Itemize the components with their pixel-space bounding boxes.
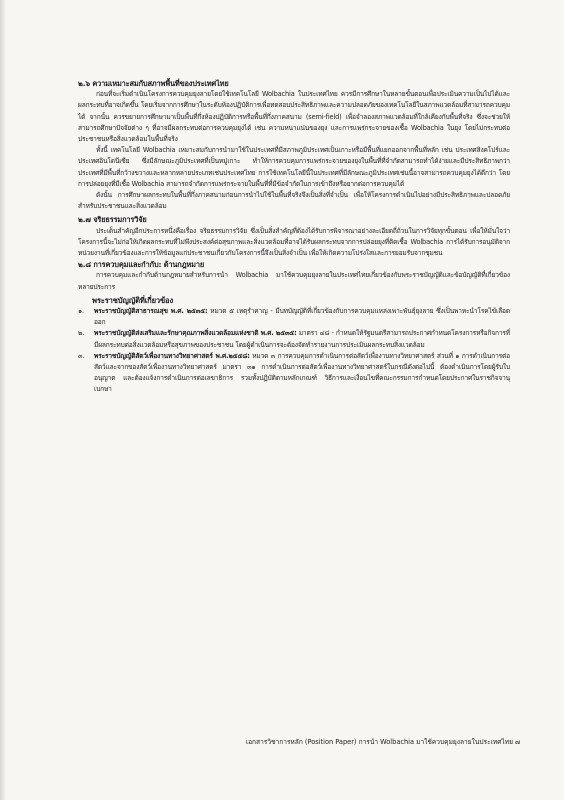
- section-2-6-title: ๒.๖ ความเหมาะสมกับสภาพพื้นที่ของประเทศไทย: [78, 79, 229, 88]
- scan-edge-shadow: [0, 0, 6, 800]
- list-item-number: ๑.: [78, 307, 84, 316]
- list-item: [78, 328, 510, 350]
- list-item-text: หมวด ๕ เหตุรำคาญ - มีบทบัญญัติที่เกี่ยวข้องกับการควบคุมแหล่งเพาะพันธุ์ยุงลาย ซึ่งเป็นพาหะนำโรคไข้เลือดออก: [94, 307, 510, 327]
- list-item-lead: พระราชบัญญัติส่งเสริมและรักษาคุณภาพสิ่งแวดล้อมแห่งชาติ พ.ศ. ๒๕๓๕:: [94, 329, 297, 338]
- list-item-lead: พระราชบัญญัติสาธารณสุข พ.ศ. ๒๕๓๕:: [94, 307, 208, 316]
- section-2-6-paragraph-2: ทั้งนี้ เทคโนโลยี Wolbachia เหมาะสมกับการนำมาใช้ในประเทศที่มีสภาพภูมิประเทศเป็นเกาะหรือมีพื้นที่แยกออกจากพื้นที่หลัก เช่น ประเทศสิงคโปร์และประเทศอินโดนีเซีย ซึ่งมีลักษณะภูมิประเทศที่เป็นหมู่เกาะ ทำให้การควบคุมการแพร่กระจายของยุงในพื้นที่ที่จำกัดสามารถทำได้ง่ายและมีประสิทธิภาพกว่าประเทศที่มีพื้นที่กว้างขวางและหลากหลายประเภทเช่นประเทศไทย การใช้เทคโนโลยีนี้ในประเทศที่มีลักษณะภูมิประเทศเช่นนี้อาจสามารถควบคุมยุงได้ดีกว่า โดยการปล่อยยุงที่มีเชื้อ Wolbachia สามารถจำกัดการแพร่กระจายในพื้นที่ที่มีข้อจำกัดในการเข้าถึงหรือยากต่อการควบคุมได้: [78, 146, 510, 188]
- list-item-lead: พระราชบัญญัติสัตว์เพื่องานทางวิทยาศาสตร์ พ.ศ.๒๕๕๘:: [94, 351, 250, 360]
- section-2-7-paragraph-1: ประเด็นสำคัญอีกประการหนึ่งคือเรื่อง จริยธรรมการวิจัย ซึ่งเป็นสิ่งสำคัญที่ต้องได้รับการพิจารณาอย่างละเอียดถี่ถ้วนในการวิจัยทุกขั้นตอน เพื่อให้มั่นใจว่าโครงการนี้จะไม่ก่อให้เกิดผลกระทบที่ไม่พึงประสงค์ต่อสุขภาพและสิ่งแวดล้อมที่อาจได้รับผลกระทบจากการปล่อยยุงที่ติดเชื้อ Wolbachia การได้รับการอนุมัติจากหน่วยงานที่เกี่ยวข้องและการให้ข้อมูลแก่ประชาชนเกี่ยวกับโครงการนี้จึงเป็นสิ่งจำเป็น เพื่อให้เกิดความโปร่งใสและการยอมรับจากชุมชน: [78, 226, 510, 258]
- page-footer: เอกสารวิชาการหลัก (Position Paper) การนำ Wolbachia มาใช้ควบคุมยุงลายในประเทศไทย ๗: [245, 738, 520, 746]
- list-item: [78, 306, 510, 328]
- list-item-text: มาตรา ๔๘ - กำหนดให้รัฐมนตรีสามารถประกาศกำหนดโครงการหรือกิจการที่มีผลกระทบต่อสิ่งแวดล้อมหรือสุขภาพของประชาชน โดยผู้ดำเนินการจะต้องจัดทำรายงานการประเมินผลกระทบสิ่งแวดล้อม: [94, 329, 510, 349]
- list-item-text: หมวด ๓ การควบคุมการดำเนินการต่อสัตว์เพื่องานทางวิทยาศาสตร์ ส่วนที่ ๑ การดำเนินการต่อสัตว์และจากของสัตว์เพื่องานทางวิทยาศาสตร์ มาตรา ๓๑ การดำเนินการต่อสัตว์เพื่องานทางวิทยาศาสตร์ในกรณีดังต่อไปนี้ ต้องดำเนินการโดยผู้รับใบอนุญาต และต้องแจ้งการดำเนินการต่อเลขาธิการ รวมทั้งปฏิบัติตามหลักเกณฑ์ วิธีการและเงื่อนไขที่คณะกรรมการกำหนดโดยประกาศในราชกิจจานุเบกษา: [94, 351, 510, 394]
- list-item-number: ๒.: [78, 329, 85, 338]
- section-2-8-paragraph-1: การควบคุมและกำกับด้านกฎหมายสำหรับการนำ Wolbachia มาใช้ควบคุมยุงลายในประเทศไทยเกี่ยวข้องกับพระราชบัญญัติและข้อบัญญัติที่เกี่ยวข้องหลายประการ: [78, 271, 510, 291]
- section-2-6-paragraph-3: ดังนั้น การศึกษาผลกระทบในพื้นที่กึ่งภาคสนามก่อนการนำไปใช้ในพื้นที่จริงจึงเป็นสิ่งที่จำเป็น เพื่อให้โครงการดำเนินไปอย่างมีประสิทธิภาพและปลอดภัยสำหรับประชาชนและสิ่งแวดล้อม: [78, 191, 510, 211]
- related-acts-subtitle: พระราชบัญญัติที่เกี่ยวข้อง: [92, 295, 174, 305]
- section-2-8-title: ๒.๘ การควบคุมและกำกับ: ด้านกฎหมาย: [78, 260, 205, 270]
- section-2-6-paragraph-1: ก่อนที่จะเริ่มดำเนินโครงการควบคุมยุงลายโดยใช้เทคโนโลยี Wolbachia ในประเทศไทย ควรมีการศึกษาในหลายขั้นตอนเพื่อประเมินความเป็นไปได้และผลกระทบที่อาจเกิดขึ้น โดยเริ่มจากการศึกษาในระดับห้องปฏิบัติการเพื่อทดสอบประสิทธิภาพและความปลอดภัยของเทคโนโลยีในสภาพแวดล้อมที่สามารถควบคุมได้ จากนั้น ควรขยายการศึกษามาเป็นพื้นที่กึ่งห้องปฏิบัติการหรือพื้นที่กึ่งภาคสนาม (semi-field) เพื่อจำลองสภาพแวดล้อมที่ใกล้เคียงกับพื้นที่จริง ซึ่งจะช่วยให้สามารถศึกษาปัจจัยต่าง ๆ ที่อาจมีผลกระทบต่อการควบคุมยุงได้ เช่น ความหนาแน่นของยุง และการแพร่กระจายของเชื้อ Wolbachia ในยุง โดยไม่กระทบต่อประชาชนหรือสิ่งแวดล้อมในพื้นที่จริง: [78, 90, 510, 144]
- list-item: [78, 351, 510, 396]
- list-item-number: ๓.: [78, 351, 85, 360]
- section-2-7-title: ๒.๗ จริยธรรมการวิจัย: [78, 215, 147, 225]
- page-content: [78, 78, 510, 396]
